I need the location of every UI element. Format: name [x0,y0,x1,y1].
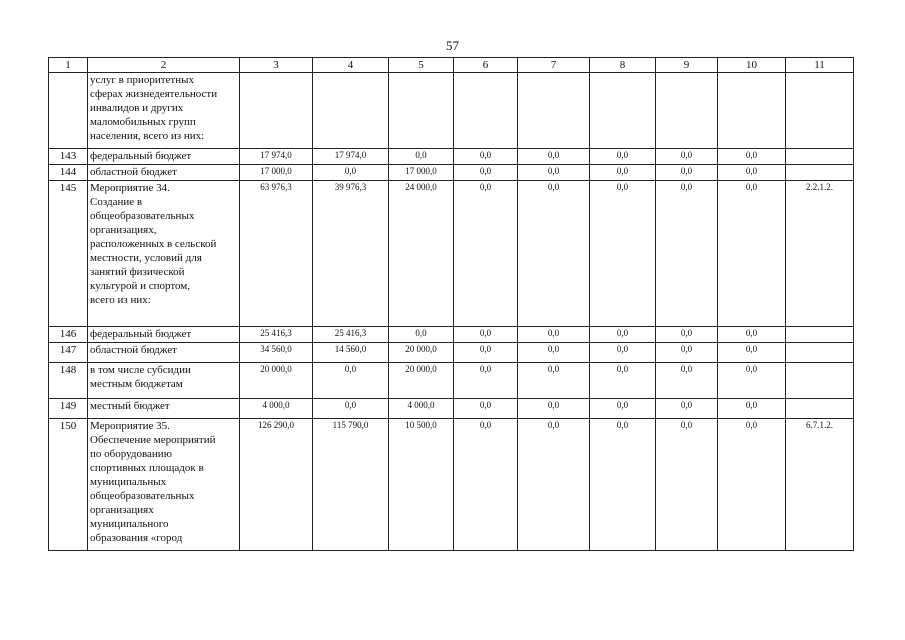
value-cell: 0,0 [590,181,656,327]
page-number: 57 [446,38,459,53]
value-cell: 25 416,3 [313,327,389,343]
value-cell: 0,0 [389,327,454,343]
value-cell [454,73,518,149]
value-cell: 0,0 [718,181,786,327]
value-cell [718,73,786,149]
column-header: 5 [389,58,454,73]
column-header: 6 [454,58,518,73]
value-cell: 0,0 [518,419,590,551]
value-cell: 0,0 [656,363,718,399]
table-row [49,181,854,327]
value-cell: 10 500,0 [389,419,454,551]
value-cell: 0,0 [656,181,718,327]
value-cell: 14 560,0 [313,343,389,363]
column-header: 8 [590,58,656,73]
column-header: 1 [49,58,88,73]
table-row [49,73,854,149]
value-cell: 0,0 [590,363,656,399]
value-cell: 20 000,0 [389,343,454,363]
value-cell: 34 560,0 [240,343,313,363]
value-cell: 0,0 [454,149,518,165]
row-name: Мероприятие 35. Обеспечение мероприятий по оборудованию спортивных площадок в муниципальных общеобразовательных организациях муниципального образования «город [88,419,240,551]
value-cell [313,73,389,149]
budget-table [48,57,854,551]
value-cell [240,73,313,149]
code-cell [786,363,854,399]
value-cell: 0,0 [454,363,518,399]
table-row [49,419,854,551]
value-cell: 4 000,0 [240,399,313,419]
value-cell: 0,0 [313,165,389,181]
value-cell: 0,0 [454,181,518,327]
value-cell: 0,0 [454,343,518,363]
value-cell: 0,0 [454,165,518,181]
code-cell [786,343,854,363]
column-header: 9 [656,58,718,73]
value-cell: 0,0 [518,165,590,181]
table-row [49,149,854,165]
value-cell [656,73,718,149]
row-name: областной бюджет [88,165,240,181]
value-cell: 0,0 [313,363,389,399]
value-cell: 0,0 [718,399,786,419]
row-number: 144 [49,165,88,181]
value-cell: 0,0 [656,327,718,343]
row-number: 150 [49,419,88,551]
value-cell: 0,0 [389,149,454,165]
column-header: 10 [718,58,786,73]
code-cell [786,327,854,343]
row-name: федеральный бюджет [88,149,240,165]
value-cell: 0,0 [454,399,518,419]
row-name: услуг в приоритетных сферах жизнедеятельности инвалидов и других маломобильных групп населения, всего из них: [88,73,240,149]
value-cell: 0,0 [590,327,656,343]
row-number: 145 [49,181,88,327]
value-cell: 0,0 [590,149,656,165]
value-cell: 17 974,0 [313,149,389,165]
value-cell: 0,0 [518,343,590,363]
value-cell: 24 000,0 [389,181,454,327]
column-header: 11 [786,58,854,73]
value-cell: 0,0 [518,149,590,165]
value-cell: 0,0 [454,327,518,343]
row-number: 143 [49,149,88,165]
value-cell [590,73,656,149]
value-cell: 25 416,3 [240,327,313,343]
row-name: федеральный бюджет [88,327,240,343]
value-cell [518,73,590,149]
value-cell: 0,0 [718,343,786,363]
value-cell: 20 000,0 [240,363,313,399]
column-header: 3 [240,58,313,73]
table-row [49,327,854,343]
row-name: областной бюджет [88,343,240,363]
value-cell: 0,0 [656,149,718,165]
code-cell [786,149,854,165]
value-cell: 0,0 [718,419,786,551]
column-header: 4 [313,58,389,73]
table-row [49,343,854,363]
row-number [49,73,88,149]
value-cell: 0,0 [718,165,786,181]
value-cell: 0,0 [718,149,786,165]
value-cell: 63 976,3 [240,181,313,327]
column-header: 7 [518,58,590,73]
table-row [49,363,854,399]
value-cell: 0,0 [718,363,786,399]
row-number: 146 [49,327,88,343]
table-row [49,399,854,419]
value-cell: 4 000,0 [389,399,454,419]
value-cell: 0,0 [656,419,718,551]
code-cell [786,165,854,181]
table-header-row [49,58,854,73]
value-cell: 115 790,0 [313,419,389,551]
code-cell [786,399,854,419]
value-cell: 0,0 [656,343,718,363]
value-cell: 126 290,0 [240,419,313,551]
row-name: в том числе субсидии местным бюджетам [88,363,240,399]
code-cell: 2.2.1.2. [786,181,854,327]
value-cell: 20 000,0 [389,363,454,399]
code-cell: 6.7.1.2. [786,419,854,551]
code-cell [786,73,854,149]
value-cell: 39 976,3 [313,181,389,327]
row-number: 148 [49,363,88,399]
value-cell: 0,0 [718,327,786,343]
value-cell: 0,0 [590,343,656,363]
row-number: 149 [49,399,88,419]
value-cell: 17 000,0 [389,165,454,181]
value-cell: 0,0 [454,419,518,551]
value-cell: 0,0 [313,399,389,419]
value-cell: 0,0 [518,327,590,343]
row-name: местный бюджет [88,399,240,419]
value-cell [389,73,454,149]
table-row [49,165,854,181]
value-cell: 0,0 [656,165,718,181]
value-cell: 0,0 [518,181,590,327]
value-cell: 0,0 [590,165,656,181]
value-cell: 0,0 [590,399,656,419]
value-cell: 17 974,0 [240,149,313,165]
value-cell: 0,0 [518,399,590,419]
value-cell: 0,0 [656,399,718,419]
value-cell: 17 000,0 [240,165,313,181]
row-number: 147 [49,343,88,363]
value-cell: 0,0 [518,363,590,399]
row-name: Мероприятие 34. Создание в общеобразовательных организациях, расположенных в сельской местности, условий для занятий физической культурой и спортом, всего из них: [88,181,240,327]
value-cell: 0,0 [590,419,656,551]
column-header: 2 [88,58,240,73]
